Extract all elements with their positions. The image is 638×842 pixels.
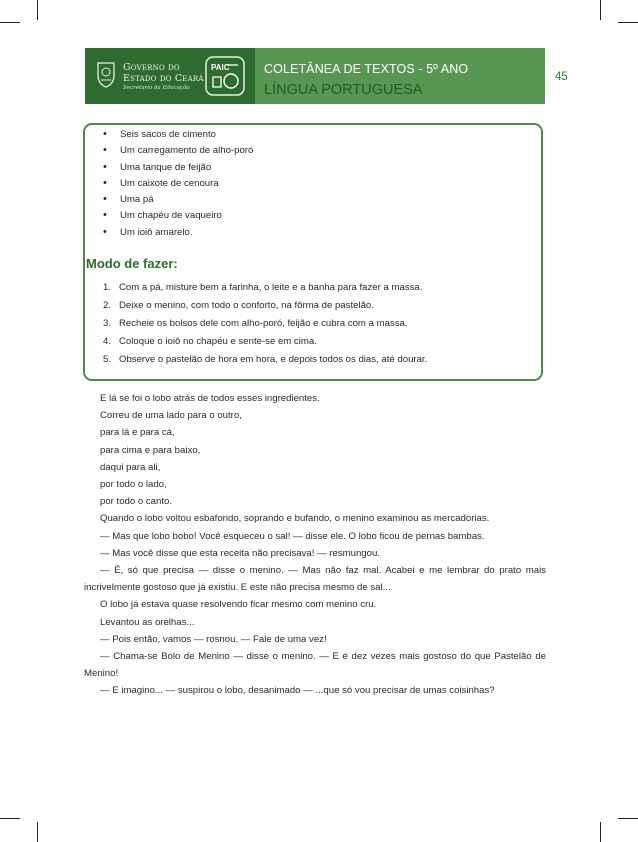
- list-item: 4. Coloque o ioiô no chapéu e sente-se em cima.: [103, 333, 427, 351]
- bullet-icon: •: [103, 144, 107, 157]
- paragraph: — E imagino... — suspirou o lobo, desanimado — ...que só vou precisar de umas coisinhas?: [100, 685, 495, 697]
- paragraph: E lá se foi o lobo atrás de todos esses ingredientes.: [100, 393, 320, 404]
- list-item: • Um carregamento de alho-poró: [103, 142, 253, 158]
- list-item: • Seis sacos de cimento: [103, 126, 253, 142]
- steps-list: [103, 279, 427, 369]
- paragraph: — Pois então, vamos — rosnou. — Fale de uma vez!: [100, 633, 327, 645]
- paragraph: — É, só que precisa — disse o menino. — Mas não faz mal. Acabei e me lembrar do prato mais incrivelmente gostoso que já existiu. E este não precisa mesmo de sal...: [84, 565, 546, 594]
- bullet-icon: •: [103, 128, 107, 140]
- paragraph: para lá e para cá,: [100, 427, 175, 439]
- bullet-icon: •: [103, 209, 107, 222]
- list-item: 3. Recheie os bolsos dele com alho-poró, feijão e cubra com a massa.: [103, 315, 427, 333]
- crop-mark: [618, 22, 638, 23]
- crop-mark: [37, 822, 38, 842]
- paragraph: por todo o canto.: [100, 496, 173, 508]
- paragraph: — Mas que lobo bobo! Você esqueceu o sal! — disse ele. O lobo ficou de pernas bambas.: [100, 530, 485, 542]
- list-item: • Uma tanque de feijão: [103, 159, 253, 175]
- step-number: 2.: [103, 300, 112, 311]
- paragraph: Levantou as orelhas...: [100, 616, 195, 628]
- state-seal-icon: [95, 60, 117, 88]
- program-logo-text: PAIC: [211, 63, 230, 72]
- list-item: • Um chapéu de vaqueiro: [103, 207, 253, 223]
- page-number: 45: [555, 71, 568, 83]
- government-subtitle: Secretaria da Educação: [123, 85, 190, 91]
- list-item: 2. Deixe o menino, com todo o conforto, na fôrma de pastelão.: [103, 297, 427, 315]
- ingredients-list: [103, 126, 253, 240]
- list-item: • Um ioiô amarelo.: [103, 224, 253, 240]
- crop-mark: [37, 0, 38, 20]
- paragraph: Correu de uma lado para o outro,: [100, 410, 242, 422]
- step-number: 1.: [103, 282, 112, 293]
- paragraph: para cima e para baixo,: [100, 444, 201, 456]
- government-name: Governo do Estado do Ceará: [123, 62, 204, 84]
- collection-title: COLETÂNEA DE TEXTOS - 5º ANO: [264, 62, 469, 76]
- bullet-icon: •: [103, 176, 107, 189]
- paragraph: daqui para ali,: [100, 461, 161, 473]
- crop-mark: [600, 822, 601, 842]
- paragraph: O lobo já estava quase resolvendo ficar mesmo com menino cru.: [100, 599, 377, 611]
- step-number: 3.: [103, 318, 112, 329]
- step-number: 4.: [103, 336, 112, 347]
- crop-mark: [0, 22, 20, 23]
- bullet-icon: •: [103, 193, 107, 206]
- list-item: 5. Observe o pastelão de hora em hora, e depois todos os dias, até dourar.: [103, 351, 427, 369]
- bullet-icon: •: [103, 160, 107, 173]
- list-item: • Um caixote de cenoura: [103, 175, 253, 191]
- crop-mark: [600, 0, 601, 20]
- paragraph: — Mas você disse que esta receita não precisava! — resmungou.: [100, 547, 380, 559]
- step-number: 5.: [103, 354, 112, 365]
- paragraph: Quando o lobo voltou esbaforido, soprando e bufando, o menino examinou as mercadorias.: [100, 513, 490, 525]
- crop-mark: [618, 818, 638, 819]
- story-text: [84, 390, 546, 700]
- bullet-icon: •: [103, 225, 107, 238]
- list-item: • Uma pá: [103, 191, 253, 207]
- program-logo-icon: [205, 55, 245, 97]
- subject-title: LÍNGUA PORTUGUESA: [264, 82, 423, 98]
- paragraph: por todo o lado,: [100, 479, 167, 491]
- paragraph: — Chama-se Bolo de Menino — disse o menino. — E é dez vezes mais gostoso do que Pastelão de Menino!: [84, 651, 546, 680]
- crop-mark: [0, 818, 20, 819]
- list-item: 1. Com a pá, misture bem a farinha, o leite e a banha para fazer a massa.: [103, 279, 427, 297]
- method-heading: Modo de fazer:: [86, 256, 178, 271]
